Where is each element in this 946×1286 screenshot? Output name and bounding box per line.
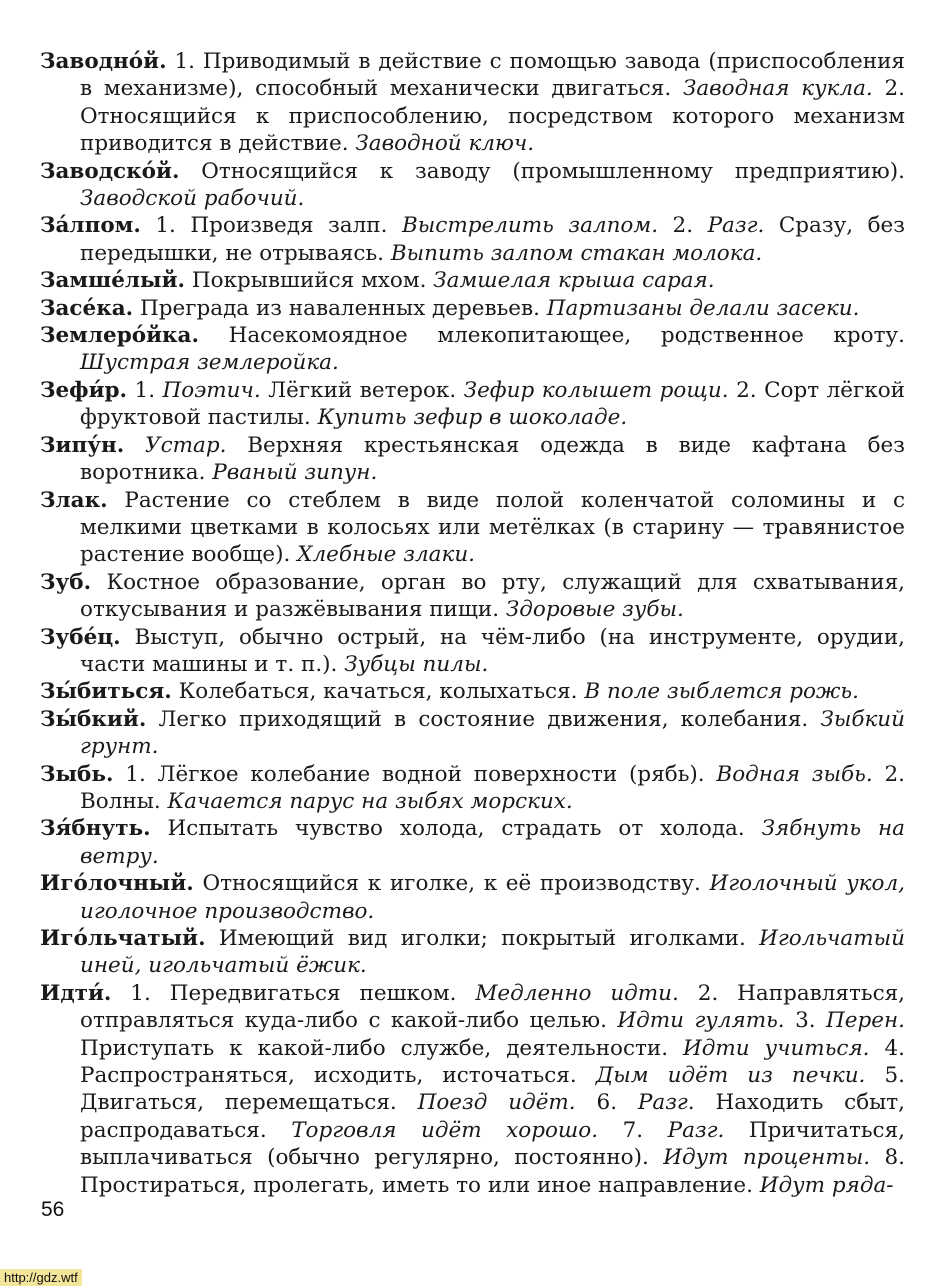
dictionary-entry xyxy=(40,377,905,432)
entry-example: Водная зыбь. xyxy=(716,761,873,787)
entry-example: Медленно идти. xyxy=(475,980,679,1006)
entry-example: Здоровые зубы. xyxy=(505,597,684,623)
dictionary-entry xyxy=(40,569,905,624)
entry-definition: Причитаться, выплачиваться (обычно регулярно, постоянно). xyxy=(80,1117,905,1171)
entry-example: Шустрая землеройка. xyxy=(80,350,339,376)
entry-example: Рваный зипун. xyxy=(212,460,378,486)
entry-definition: 2. Сорт лёгкой фруктовой пастилы. xyxy=(80,377,905,431)
entry-example: Поезд идёт. xyxy=(417,1090,576,1116)
entry-definition: Относящийся к иголке, к её производству. xyxy=(193,871,710,897)
entry-example: Идти учиться. xyxy=(683,1035,870,1061)
entry-definition: Выступ, обычно острый, на чём-либо (на инструменте, орудии, части машины и т. п.). xyxy=(80,624,905,677)
entry-example: Замшелая крыша сарая. xyxy=(433,268,715,294)
entry-example: Зябнуть на ветру. xyxy=(80,816,905,869)
entry-example: Идти гулять. xyxy=(617,1008,785,1034)
entry-definition: 1. Произведя залп. xyxy=(140,213,402,239)
dictionary-entry xyxy=(40,624,905,679)
entry-example: Идут проценты. xyxy=(663,1145,871,1171)
entry-definition: Относящийся к заводу (промышленному предприятию). xyxy=(179,158,905,184)
entry-example: Выпить залпом стакан молока. xyxy=(390,240,763,266)
entry-definition: 1. Приводимый в действие с помощью завода (приспособления в механизме), способный механически двигаться. xyxy=(80,49,905,102)
dictionary-entry xyxy=(40,267,905,294)
entry-example: Торговля идёт хорошо. xyxy=(291,1117,599,1143)
entry-headword: Замше́лый. xyxy=(40,268,186,294)
dictionary-page xyxy=(40,48,905,1199)
entry-headword: За́лпом. xyxy=(40,213,141,239)
entry-definition: 2. Направляться, отправляться куда-либо с какой-либо целью. xyxy=(80,980,906,1034)
entry-example: Разг. xyxy=(667,1117,725,1143)
entry-definition: Находить сбыт, распродаваться. xyxy=(80,1090,905,1143)
entry-example: Зубцы пилы. xyxy=(344,651,489,677)
entry-headword: Зефи́р. xyxy=(40,377,128,403)
entry-example: Идут ряда- xyxy=(759,1172,894,1198)
entry-example: Разг. xyxy=(637,1090,695,1116)
entry-headword: Зуб. xyxy=(40,569,92,595)
entry-headword: Засе́ка. xyxy=(40,295,134,321)
dictionary-entry xyxy=(40,48,905,158)
entry-example: Хлебные злаки. xyxy=(297,542,475,568)
entry-headword: Землеро́йка. xyxy=(40,323,199,349)
entry-definition: Покрывшийся мхом. xyxy=(185,268,434,294)
entry-definition: Лёгкий ветерок. xyxy=(260,377,464,403)
entry-definition: 2. Относящийся к приспособлению, посредством которого механизм приводится в действие. xyxy=(80,76,905,157)
entry-example: Перен. xyxy=(826,1008,906,1034)
entry-example: Дым идёт из печки. xyxy=(595,1063,866,1089)
entry-headword: Зубе́ц. xyxy=(40,624,121,650)
entry-definition: 5. Двигаться, перемещаться. xyxy=(80,1063,905,1116)
entry-definition: 2. xyxy=(658,213,708,239)
entry-example: Партизаны делали засеки. xyxy=(546,295,860,321)
dictionary-entry xyxy=(40,761,905,816)
entry-example: В поле зыблется рожь. xyxy=(584,679,859,705)
entry-definition: Верхняя крестьянская одежда в виде кафтана без воротника. xyxy=(80,432,905,486)
dictionary-entry xyxy=(40,706,905,761)
dictionary-entry xyxy=(40,322,905,377)
entry-definition: 8. Простираться, пролегать, иметь то или иное направление. xyxy=(80,1145,905,1198)
entry-definition: Колебаться, качаться, колыхаться. xyxy=(171,679,585,705)
entry-definition: 2. Волны. xyxy=(80,761,905,814)
page-number: 56 xyxy=(41,1198,65,1221)
entry-definition: Преграда из наваленных деревьев. xyxy=(133,295,547,321)
entry-example: Игольчатый иней, игольчатый ёжик. xyxy=(80,926,905,979)
entry-example: Зыбкий грунт. xyxy=(80,706,905,760)
entry-definition: Сразу, без передышки, не отрываясь. xyxy=(80,213,905,266)
entry-example: Поэтич. xyxy=(162,377,261,403)
entry-headword: Злак. xyxy=(40,487,108,513)
entry-definition: 4. Распространяться, исходить, источаться. xyxy=(80,1035,905,1089)
entry-headword: Иго́лочный. xyxy=(40,871,194,897)
entry-example: Выстрелить залпом. xyxy=(401,213,659,239)
entry-definition: Насекомоядное млекопитающее, родственное кроту. xyxy=(198,323,905,349)
entry-definition xyxy=(124,433,145,458)
dictionary-entry xyxy=(40,980,905,1199)
entry-example: Иголочный укол, иголочное производство. xyxy=(80,871,905,924)
entry-definition: Приступать к какой-либо службе, деятельности. xyxy=(80,1035,684,1061)
dictionary-entry xyxy=(40,212,905,267)
entry-definition: 3. xyxy=(784,1008,827,1034)
dictionary-entry xyxy=(40,432,905,487)
entry-example: Заводской рабочий. xyxy=(80,186,305,212)
entry-definition: 1. Лёгкое колебание водной поверхности (рябь). xyxy=(113,761,717,787)
entry-example: Разг. xyxy=(707,213,765,239)
entry-definition: Испытать чувство холода, страдать от холода. xyxy=(150,816,762,842)
entry-headword: Зя́бнуть. xyxy=(40,816,151,842)
dictionary-entry xyxy=(40,487,905,569)
entry-definition: Растение со стеблем в виде полой коленчатой соломины и с мелкими цветками в колосьях или метёлках (в старину — травянистое растение вообще). xyxy=(80,487,905,568)
entry-definition: 1. Передвигаться пешком. xyxy=(111,980,476,1006)
watermark-link[interactable]: http://gdz.wtf xyxy=(0,1269,82,1286)
entry-headword: Заводно́й. xyxy=(40,49,167,74)
entry-example: Зефир колышет рощи. xyxy=(463,377,729,403)
entry-headword: Зы́биться. xyxy=(40,679,172,705)
entry-definition: 7. xyxy=(598,1117,668,1143)
entry-example: Купить зефир в шоколаде. xyxy=(317,405,628,431)
dictionary-entry xyxy=(40,870,905,925)
entry-definition: 1. xyxy=(127,377,163,403)
dictionary-entry xyxy=(40,815,905,870)
entry-headword: Зипу́н. xyxy=(40,432,125,458)
entry-definition: Имеющий вид иголки; покрытый иголками. xyxy=(205,926,760,951)
entry-definition: Костное образование, орган во рту, служащий для схватывания, откусывания и разжёвывания пищи. xyxy=(80,569,905,623)
entry-example: Устар. xyxy=(145,432,227,458)
entry-headword: Зы́бкий. xyxy=(40,706,147,732)
entry-headword: Иго́льчатый. xyxy=(40,926,206,951)
dictionary-entry xyxy=(40,158,905,213)
entry-example: Заводная кукла. xyxy=(682,76,873,102)
entry-example: Заводной ключ. xyxy=(355,131,535,157)
entry-definition: Легко приходящий в состояние движения, колебания. xyxy=(146,706,821,732)
dictionary-entry xyxy=(40,295,905,322)
dictionary-entry xyxy=(40,925,905,980)
entry-headword: Идти́. xyxy=(40,980,112,1006)
entry-definition: 6. xyxy=(575,1090,638,1116)
entry-headword: Заводско́й. xyxy=(40,158,180,184)
entry-example: Качается парус на зыбях морских. xyxy=(167,788,573,814)
entry-headword: Зыбь. xyxy=(40,761,114,787)
dictionary-entry xyxy=(40,678,905,705)
